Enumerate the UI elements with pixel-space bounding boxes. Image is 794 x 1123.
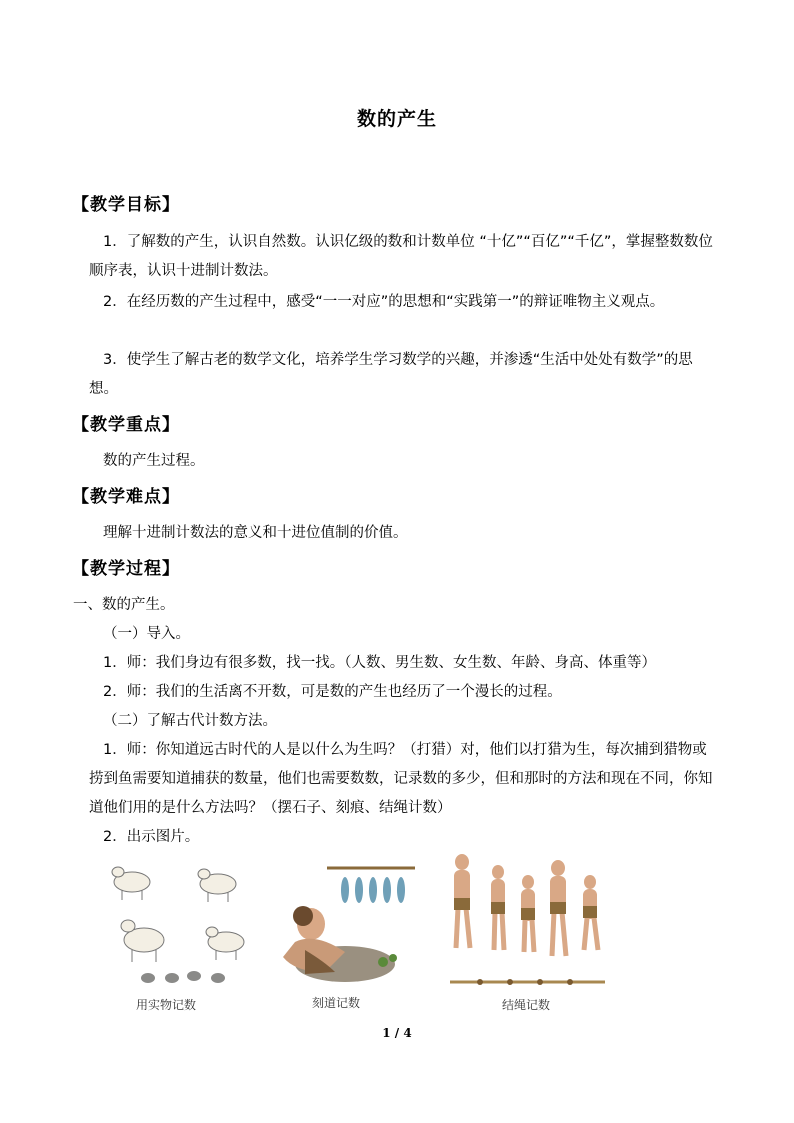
goals-heading: 【教学目标】 (72, 195, 180, 215)
process-sub2-item-1: 1．师：你知道远古时代的人是以什么为生吗？（打猎）对，他们以打猎为生，每次捕到猎物或捞到鱼需要知道捕获的数量，他们也需要数数，记录数的多少，但和那时的方法和现在不同，你知道他们用的是什么方法吗？（摆石子、刻痕、结绳计数） (89, 742, 713, 816)
goats-and-stones-illustration (100, 852, 260, 992)
caption-carving: 刻道记数 (312, 996, 361, 1010)
caption-rope: 结绳记数 (502, 998, 551, 1012)
counting-methods-figure (100, 852, 620, 1022)
page-number: 1 / 4 (382, 1026, 412, 1040)
process-sub1: （一）导入。 (103, 626, 190, 642)
process-sub1-item-2: 2．师：我们的生活离不开数，可是数的产生也经历了一个漫长的过程。 (103, 684, 562, 700)
caption-objects: 用实物记数 (136, 998, 197, 1012)
key-points-text: 数的产生过程。 (103, 453, 205, 469)
goal-item-2: 2．在经历数的产生过程中，感受“一一对应”的思想和“实践第一”的辩证唯物主义观点。 (103, 294, 665, 310)
process-part1: 一、数的产生。 (73, 597, 175, 613)
process-sub1-item-1: 1．师：我们身边有很多数，找一找。（人数、男生数、女生数、年龄、身高、体重等） (103, 655, 656, 671)
goal-item-1: 1．了解数的产生，认识自然数。认识亿级的数和计数单位 “十亿”“百亿”“千亿”，掌握整数数位顺序表，认识十进制计数法。 (89, 234, 713, 279)
process-sub2-item-2: 2．出示图片。 (103, 829, 200, 845)
knotted-rope-illustration (440, 852, 620, 992)
difficulties-text: 理解十进制计数法的意义和十进位值制的价值。 (103, 525, 408, 541)
difficulties-heading: 【教学难点】 (72, 487, 180, 507)
process-sub2: （二）了解古代计数方法。 (103, 713, 277, 729)
page-title: 数的产生 (356, 108, 437, 130)
carving-man-illustration (265, 862, 415, 992)
key-points-heading: 【教学重点】 (72, 415, 180, 435)
goal-item-3: 3．使学生了解古老的数学文化，培养学生学习数学的兴趣，并渗透“生活中处处有数学”的思想。 (89, 352, 693, 397)
process-heading: 【教学过程】 (72, 559, 180, 579)
